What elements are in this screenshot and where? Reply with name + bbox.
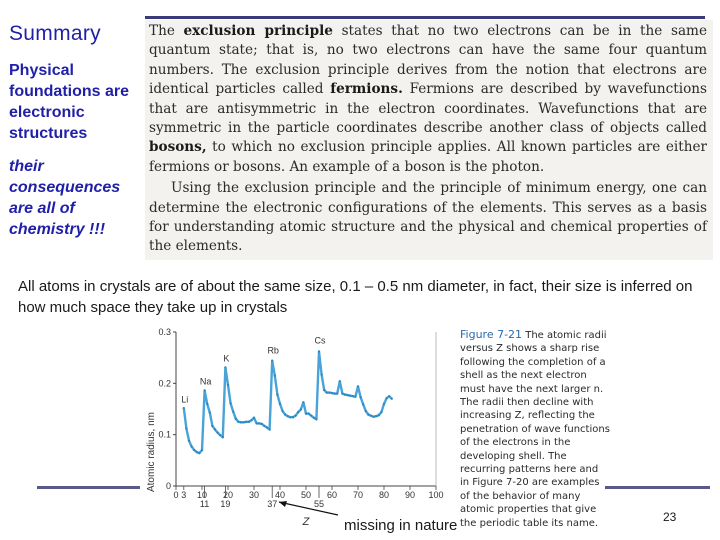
data-point (318, 350, 320, 352)
data-point (310, 415, 312, 417)
data-point (347, 394, 349, 396)
data-point (240, 421, 242, 423)
data-point (279, 403, 281, 405)
data-point (360, 396, 362, 398)
data-point (315, 418, 317, 420)
x-tick-label: 40 (274, 490, 286, 500)
data-point (326, 391, 328, 393)
x-tick-label: 0 (173, 490, 179, 500)
data-point (305, 413, 307, 415)
element-label: Rb (267, 345, 279, 356)
bottom-divider-left (37, 486, 140, 489)
x-tick-label: 19 (220, 499, 231, 509)
data-point (391, 398, 393, 400)
element-label: Li (181, 394, 189, 405)
bottom-divider-right (605, 486, 710, 489)
data-point (349, 395, 351, 397)
data-point (323, 389, 325, 391)
data-point (388, 395, 390, 397)
data-point (219, 434, 221, 436)
data-point (302, 401, 304, 403)
x-tick-label: 3 (181, 490, 187, 500)
x-tick-label: 80 (378, 490, 390, 500)
data-point (297, 411, 299, 413)
data-point (313, 417, 315, 419)
page-number: 23 (663, 510, 677, 524)
data-point (344, 394, 346, 396)
data-point (206, 403, 208, 405)
chart-series (181, 335, 393, 454)
excerpt-paragraph-2: Using the exclusion principle and the principle of minimum energy, one can determine the electronic configurations of the elements. This serves as a basis for understanding atomic structure and the physical and chemical properties of the elements. (149, 180, 707, 255)
y-tick-label: 0 (165, 481, 171, 491)
side-note-foundations: Physical foundations are electronic structures (9, 62, 130, 142)
data-point (201, 449, 203, 451)
side-note-consequences: their consequences are all of chemistry !!! (9, 158, 121, 238)
data-point (198, 452, 200, 454)
data-point (365, 410, 367, 412)
data-point (204, 389, 206, 391)
data-point (308, 413, 310, 415)
data-point (373, 416, 375, 418)
missing-in-nature-label: missing in nature (344, 517, 458, 534)
data-point (378, 414, 380, 416)
data-point (196, 451, 198, 453)
data-point (334, 393, 336, 395)
data-point (339, 380, 341, 382)
radius-line (184, 352, 392, 454)
x-tick-label: 70 (352, 490, 364, 500)
data-point (352, 395, 354, 397)
data-point (191, 445, 193, 447)
data-point (214, 428, 216, 430)
data-point (248, 421, 250, 423)
data-point (276, 394, 278, 396)
data-point (269, 428, 271, 430)
data-point (261, 423, 263, 425)
data-point (250, 419, 252, 421)
element-label: Cs (314, 335, 326, 346)
data-point (245, 421, 247, 423)
data-point (341, 393, 343, 395)
data-point (370, 415, 372, 417)
data-point (193, 449, 195, 451)
data-point (224, 366, 226, 368)
x-tick-label: 90 (404, 490, 416, 500)
y-tick-label: 0.3 (158, 327, 171, 337)
data-point (336, 393, 338, 395)
chart-axes (158, 327, 443, 509)
data-point (380, 411, 382, 413)
x-tick-label: 30 (248, 490, 260, 500)
data-point (354, 396, 356, 398)
data-point (386, 397, 388, 399)
data-point (211, 425, 213, 427)
data-point (274, 375, 276, 377)
x-tick-label: 11 (199, 499, 210, 509)
data-point (217, 432, 219, 434)
data-point (357, 385, 359, 387)
data-point (183, 407, 185, 409)
figure-label: Figure 7-21 (460, 328, 523, 341)
x-tick-label: 100 (428, 490, 444, 500)
data-point (287, 415, 289, 417)
data-point (227, 384, 229, 386)
data-point (230, 402, 232, 404)
slide-caption: All atoms in crystals are of about the same size, 0.1 – 0.5 nm diameter, in fact, their size is inferred on how much space they take up in crystals (18, 278, 693, 316)
missing-arrow-head (279, 501, 287, 507)
data-point (328, 391, 330, 393)
data-point (367, 414, 369, 416)
textbook-excerpt (145, 20, 713, 260)
element-label: K (223, 353, 230, 364)
data-point (362, 403, 364, 405)
x-tick-label: 20 (222, 490, 234, 500)
data-point (258, 422, 260, 424)
x-tick-label: 10 (196, 490, 208, 500)
data-point (282, 410, 284, 412)
data-point (237, 421, 239, 423)
element-label: Na (199, 376, 212, 387)
data-point (289, 416, 291, 418)
data-point (300, 408, 302, 410)
x-tick-label: 37 (267, 499, 278, 509)
top-divider (145, 16, 705, 19)
y-tick-label: 0.2 (158, 378, 171, 389)
x-tick-label: 50 (300, 490, 312, 500)
data-point (292, 416, 294, 418)
x-axis-label: Z (302, 516, 310, 528)
data-point (232, 410, 234, 412)
data-point (222, 436, 224, 438)
data-point (321, 374, 323, 376)
data-point (331, 392, 333, 394)
missing-arrow-line (279, 502, 338, 515)
data-point (185, 427, 187, 429)
data-point (235, 418, 237, 420)
data-point (383, 403, 385, 405)
figure-caption: Figure 7-21 The atomic radii versus Z shows a sharp rise following the completion of a shell as the next electron must have the next larger n. The radii then decline with increasing Z, reflecting the penetration of wave functions of the electrons in the developing shell. The recurring patterns here and in Figure 7-20 are examples of the behavior of many atomic properties that give the periodic table its name. (460, 328, 610, 529)
x-tick-label: 55 (313, 499, 325, 509)
data-point (266, 426, 268, 428)
data-point (284, 414, 286, 416)
data-point (256, 422, 258, 424)
data-point (375, 415, 377, 417)
x-tick-label: 60 (326, 490, 338, 500)
data-point (263, 425, 265, 427)
figure-caption-box (460, 328, 610, 529)
data-point (243, 421, 245, 423)
y-axis-label: Atomic radius, nm (146, 411, 157, 493)
data-point (271, 360, 273, 362)
slide-title: Summary (9, 22, 101, 45)
data-point (188, 440, 190, 442)
data-point (209, 411, 211, 413)
data-point (253, 417, 255, 419)
data-point (295, 415, 297, 417)
y-tick-label: 0.1 (158, 429, 171, 440)
atomic-radius-chart (140, 322, 460, 537)
excerpt-paragraph-1: The exclusion principle states that no two electrons can be in the same quantum state; that is, no two electrons can have the same four quantum numbers. The exclusion principle derives from the notion that electrons are identical particles called fermions. Fermions are described by wavefunctions that are antisymmetric in the electron coordinates. Wavefunctions that are symmetric in the particle coordinates describe another class of objects called bosons, to which no exclusion principle applies. All known particles are either fermions or bosons. An example of a boson is the photon. (149, 23, 707, 175)
